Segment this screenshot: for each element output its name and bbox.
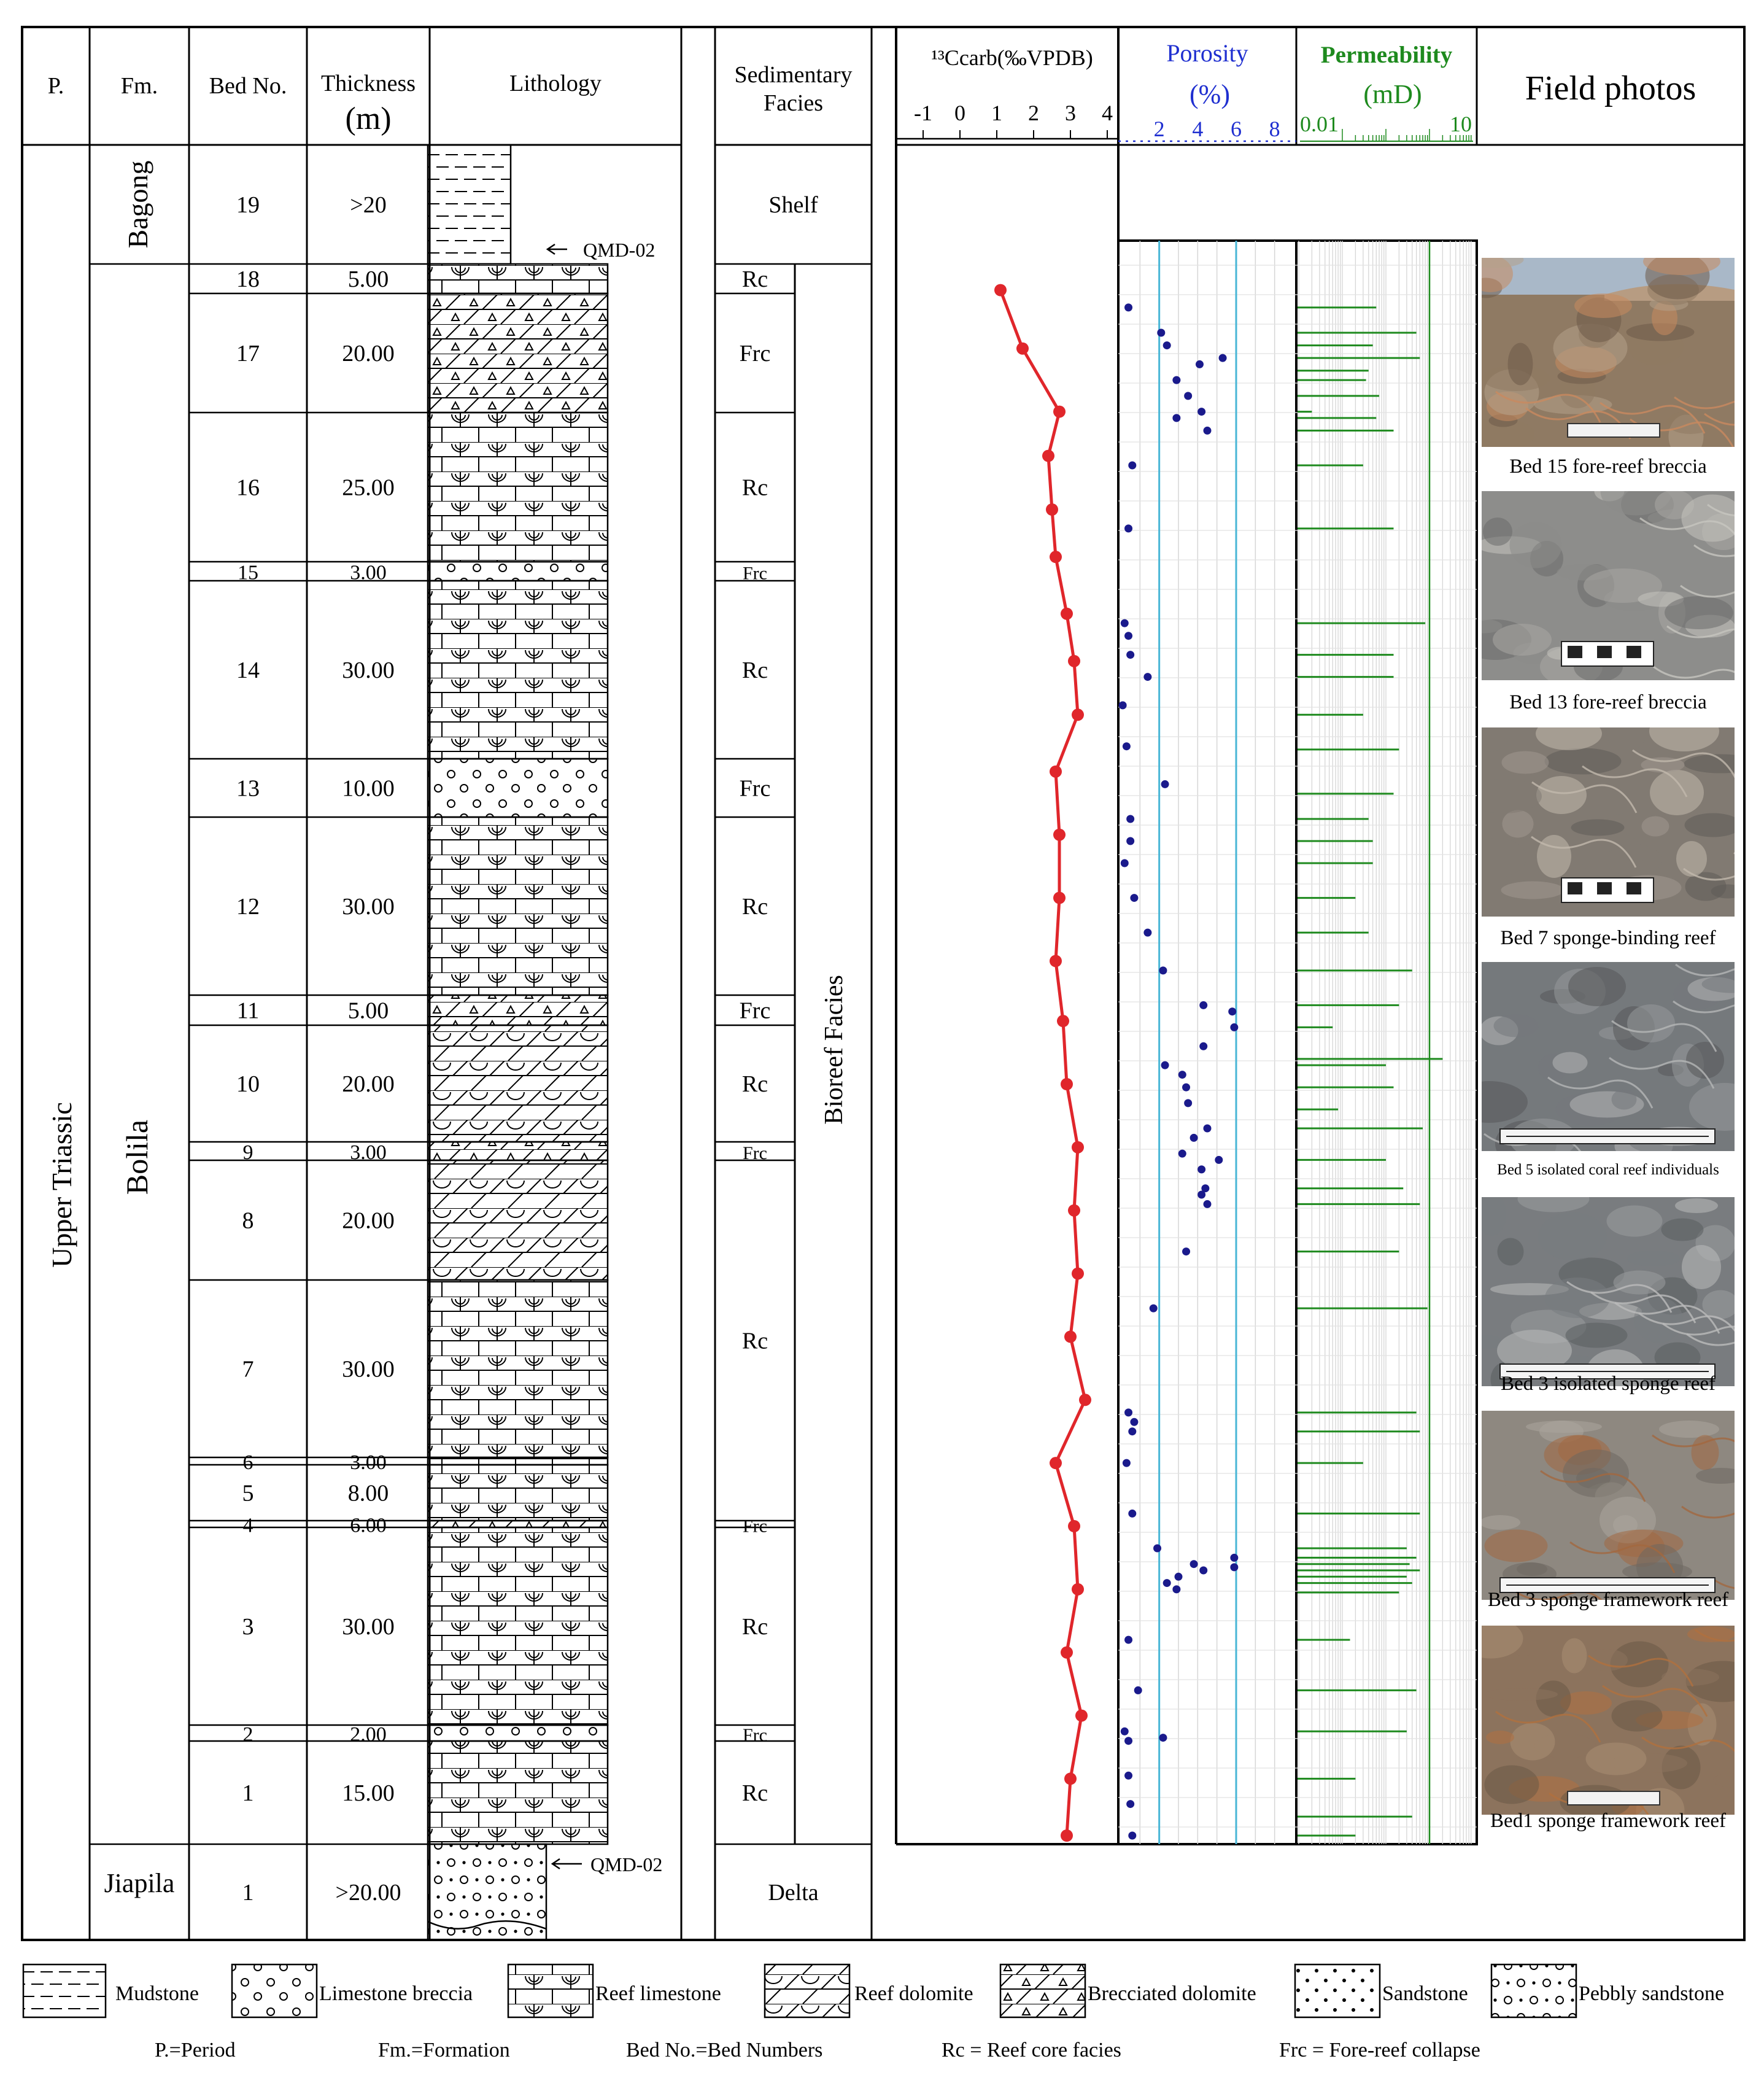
porosity-panel (1118, 117, 1296, 1844)
bed-thickness: 3.00 (350, 561, 387, 584)
porosity-tick-label: 6 (1231, 117, 1242, 141)
porosity-point (1199, 1001, 1207, 1009)
porosity-point (1184, 392, 1192, 400)
c13-point (1050, 955, 1062, 967)
porosity-point (1130, 1418, 1138, 1426)
facies-label-shelf: Shelf (768, 192, 818, 218)
c13-point (1057, 1015, 1069, 1027)
facies-label-frc: Frc (743, 1725, 767, 1745)
c13-point (1053, 829, 1066, 841)
header-period: P. (47, 73, 64, 99)
header-bed-no: Bed No. (209, 73, 287, 99)
facies-label-frc: Frc (743, 1143, 767, 1163)
legend-swatch-limestone-breccia (232, 1964, 317, 2017)
c13-tick-label: 0 (954, 101, 965, 125)
porosity-tick-label: 4 (1192, 117, 1204, 141)
formation-name-jiapila: Jiapila (104, 1868, 175, 1898)
bed-number: 15 (238, 561, 258, 584)
porosity-point (1199, 1042, 1207, 1050)
c13-point (1053, 892, 1066, 904)
porosity-point (1197, 1191, 1205, 1199)
c13-point (1061, 1078, 1073, 1090)
porosity-point (1219, 354, 1227, 362)
porosity-point (1159, 1734, 1167, 1742)
facies-label-rc: Rc (741, 1071, 768, 1097)
bed-thickness: 6.00 (350, 1514, 387, 1537)
bed-number: 8 (242, 1208, 254, 1234)
permeability-panel (1296, 112, 1477, 1844)
header-thickness: Thickness (320, 71, 416, 96)
porosity-point (1172, 414, 1180, 422)
legend-label: Mudstone (115, 1982, 199, 2005)
facies-label-delta: Delta (768, 1880, 819, 1906)
header-permeability-unit: (mD) (1363, 79, 1422, 109)
facies-label-frc: Frc (743, 1516, 767, 1537)
bed-thickness: 2.00 (350, 1723, 387, 1746)
field-photo-caption: Bed 3 isolated sponge reef (1500, 1373, 1716, 1395)
porosity-point (1124, 303, 1132, 311)
porosity-point (1121, 859, 1129, 867)
facies-label-frc: Frc (739, 998, 771, 1024)
porosity-point (1175, 1573, 1183, 1581)
bioreef-facies-label: Bioreef Facies (820, 975, 848, 1125)
bed-thickness: 25.00 (342, 475, 395, 501)
c13-point (1050, 1457, 1062, 1469)
porosity-point (1126, 837, 1134, 845)
porosity-point (1204, 427, 1212, 435)
c13-point (1068, 1204, 1080, 1217)
porosity-point (1172, 1585, 1180, 1593)
field-photo-image (1482, 1197, 1735, 1386)
porosity-point (1196, 360, 1204, 368)
c13-point (1046, 503, 1058, 516)
facies-label-rc: Rc (741, 894, 768, 920)
period-label: Upper Triassic (46, 1102, 77, 1268)
legend-swatch-sandstone (1295, 1964, 1380, 2017)
c13-point (1072, 1268, 1084, 1280)
lithology-bed-limestone-breccia (428, 759, 608, 817)
bed-thickness: 5.00 (347, 998, 389, 1024)
porosity-point (1228, 1007, 1236, 1015)
field-photo (1482, 1626, 1735, 1815)
lithology-bed-pebbly-sandstone (428, 1844, 546, 1940)
bed-thickness: 3.00 (350, 1451, 387, 1474)
porosity-point (1124, 1408, 1132, 1416)
porosity-point (1153, 1545, 1161, 1553)
sample-label: QMD-02 (590, 1853, 663, 1875)
porosity-point (1172, 376, 1180, 384)
formation-name-bolila: Bolila (120, 1119, 154, 1195)
field-photo-caption: Bed 5 isolated coral reef individuals (1497, 1162, 1719, 1178)
porosity-point (1182, 1084, 1190, 1092)
legend-swatch-mudstone (23, 1964, 106, 2017)
lithology-bed-reef-limestone (428, 1465, 608, 1521)
field-photo (1482, 258, 1735, 447)
porosity-point (1126, 651, 1134, 659)
field-photo (1482, 727, 1735, 917)
header-field-photos: Field photos (1525, 69, 1696, 107)
sample-label: QMD-02 (583, 239, 656, 261)
porosity-point (1150, 1305, 1158, 1313)
c13-point (1053, 406, 1066, 418)
abbreviation-note: Bed No.=Bed Numbers (626, 2039, 823, 2061)
porosity-point (1143, 673, 1151, 681)
porosity-point (1128, 1427, 1136, 1435)
c13-tick-label: -1 (914, 101, 932, 125)
porosity-point (1204, 1200, 1212, 1208)
porosity-point (1159, 966, 1167, 974)
legend (23, 1964, 1724, 2061)
porosity-point (1119, 701, 1127, 709)
header-porosity: Porosity (1166, 39, 1248, 67)
porosity-point (1128, 1510, 1136, 1518)
field-photo-caption: Bed 15 fore-reef breccia (1509, 456, 1707, 478)
porosity-point (1204, 1125, 1212, 1133)
lithology-bed-reef-limestone (428, 264, 608, 293)
porosity-point (1199, 1567, 1207, 1575)
porosity-point (1121, 619, 1129, 627)
c13-point (994, 284, 1007, 297)
bed-number: 9 (242, 1141, 253, 1164)
field-photo-caption: Bed 3 sponge framework reef (1487, 1589, 1729, 1611)
bed-number: 14 (236, 657, 260, 683)
porosity-point (1126, 815, 1134, 823)
lithology-bed-reef-dolomite (428, 1025, 608, 1142)
c13-point (1061, 1829, 1073, 1842)
porosity-point (1184, 1099, 1192, 1107)
lithology-bed-brecciated-dolomite (428, 995, 608, 1025)
bed-number: 2 (242, 1723, 253, 1746)
bed-thickness: 15.00 (342, 1780, 395, 1806)
porosity-point (1163, 1579, 1171, 1587)
porosity-point (1230, 1023, 1238, 1031)
porosity-tick-label: 8 (1269, 117, 1280, 141)
bed-thickness: 20.00 (342, 1208, 395, 1234)
sample-arrow (547, 244, 567, 254)
lithology-column (428, 145, 608, 1940)
porosity-point (1143, 929, 1151, 937)
porosity-point (1161, 780, 1169, 788)
bed-thickness: 30.00 (342, 894, 395, 920)
bed-number: 16 (236, 475, 260, 501)
lithology-bed-reef-limestone (428, 413, 608, 562)
abbreviation-note: P.=Period (155, 2039, 236, 2061)
header-facies: Sedimentary (734, 62, 853, 88)
porosity-point (1124, 632, 1132, 640)
bed-number: 13 (236, 775, 260, 802)
porosity-point (1182, 1247, 1190, 1255)
porosity-point (1190, 1560, 1198, 1568)
porosity-point (1134, 1686, 1142, 1694)
facies-label-frc: Frc (739, 775, 771, 802)
porosity-point (1124, 1772, 1132, 1780)
c13-point (1050, 766, 1062, 778)
facies-label-rc: Rc (741, 1614, 768, 1640)
porosity-point (1197, 408, 1205, 416)
bed-number: 5 (242, 1480, 254, 1507)
facies-label-frc: Frc (739, 341, 771, 367)
porosity-point (1215, 1156, 1223, 1164)
c13-point (1064, 1330, 1077, 1343)
c13-point (1042, 450, 1054, 462)
porosity-point (1123, 1459, 1131, 1467)
lithology-bed-mudstone (428, 145, 511, 264)
porosity-point (1178, 1071, 1186, 1079)
porosity-point (1178, 1150, 1186, 1158)
field-photo (1482, 1411, 1735, 1600)
c13-point (1068, 655, 1080, 667)
bed-thickness: 5.00 (347, 266, 389, 292)
bed-thickness: 3.00 (350, 1141, 387, 1164)
abbreviation-note: Rc = Reef core facies (942, 2039, 1121, 2061)
c13-tick-label: 2 (1028, 101, 1039, 125)
lithology-bed-brecciated-dolomite (428, 1521, 608, 1527)
bed-thickness: 30.00 (342, 657, 395, 683)
field-photo-image (1482, 258, 1735, 447)
bed-number: 3 (242, 1614, 254, 1640)
legend-swatch-brecciated-dolomite (1000, 1964, 1085, 2017)
c13-tick-label: 4 (1102, 101, 1113, 125)
legend-label: Pebbly sandstone (1579, 1982, 1725, 2005)
formation-name-bagong: Bagong (122, 160, 153, 249)
bed-number: 1 (242, 1880, 254, 1906)
legend-label: Reef dolomite (854, 1982, 973, 2005)
lithology-bed-brecciated-dolomite (428, 1142, 608, 1160)
bed-number: 1 (242, 1780, 254, 1806)
c13-tick-label: 1 (991, 101, 1002, 125)
porosity-point (1130, 894, 1138, 902)
c13-point (1061, 608, 1073, 620)
field-photo (1482, 962, 1735, 1151)
facies-column (715, 192, 872, 1906)
field-photo-image (1482, 962, 1735, 1151)
c13-point (1072, 708, 1084, 721)
abbreviation-note: Frc = Fore-reef collapse (1279, 2039, 1480, 2061)
lithology-bed-reef-limestone (428, 1741, 608, 1844)
field-photo-caption: Bed 13 fore-reef breccia (1509, 691, 1707, 713)
c13-tick-label: 3 (1065, 101, 1076, 125)
c13-point (1075, 1710, 1088, 1722)
lithology-bed-limestone-breccia (428, 1725, 608, 1741)
porosity-tick-label: 2 (1153, 117, 1165, 141)
header-thickness-unit: (m) (345, 101, 392, 136)
legend-label: Reef limestone (595, 1982, 721, 2005)
header-porosity-unit: (%) (1190, 79, 1230, 109)
porosity-point (1128, 462, 1136, 470)
legend-label: Sandstone (1382, 1982, 1468, 2005)
field-photo-image (1482, 1411, 1735, 1600)
porosity-point (1123, 742, 1131, 750)
bed-thickness: 20.00 (342, 341, 395, 367)
bed-thickness: >20 (350, 192, 387, 218)
field-photo (1482, 491, 1735, 680)
c13-point (1050, 551, 1062, 563)
bed-thickness: 8.00 (347, 1480, 389, 1507)
header-lithology: Lithology (509, 71, 602, 96)
porosity-point (1124, 524, 1132, 532)
bed-number: 18 (236, 266, 260, 292)
porosity-point (1163, 341, 1171, 349)
bed-number: 6 (242, 1451, 253, 1474)
field-photo-caption: Bed1 sponge framework reef (1490, 1810, 1726, 1832)
lithology-bed-reef-dolomite (428, 1160, 608, 1280)
porosity-point (1124, 1636, 1132, 1644)
bed-number: 17 (236, 341, 260, 367)
porosity-point (1190, 1134, 1198, 1142)
abbreviation-note: Fm.=Formation (378, 2039, 510, 2061)
header-facies: Facies (763, 90, 824, 116)
field-photo (1482, 1197, 1735, 1386)
bed-number: 10 (236, 1071, 260, 1097)
facies-label-rc: Rc (741, 1328, 768, 1354)
c13-point (1061, 1646, 1073, 1659)
bed-thickness: 20.00 (342, 1071, 395, 1097)
c13-point (1016, 343, 1029, 355)
header-permeability: Permeability (1320, 42, 1453, 68)
c13-panel (896, 101, 1118, 1842)
c13-point (1072, 1141, 1084, 1154)
lithology-bed-brecciated-dolomite (428, 293, 608, 413)
lithology-bed-reef-limestone (428, 817, 608, 995)
header-c13: ¹³Ccarb(‰VPDB) (931, 45, 1093, 70)
porosity-point (1157, 329, 1165, 337)
porosity-point (1121, 1728, 1129, 1736)
porosity-point (1161, 1061, 1169, 1069)
facies-label-rc: Rc (741, 475, 768, 501)
porosity-point (1230, 1563, 1238, 1571)
lithology-bed-reef-limestone (428, 581, 608, 759)
c13-curve (1000, 290, 1085, 1836)
legend-label: Brecciated dolomite (1088, 1982, 1256, 2005)
lithology-bed-reef-limestone (428, 1280, 608, 1457)
facies-label-frc: Frc (743, 563, 767, 584)
legend-swatch-reef-limestone (508, 1964, 593, 2017)
c13-point (1068, 1520, 1080, 1532)
porosity-point (1197, 1165, 1205, 1173)
legend-swatch-reef-dolomite (765, 1964, 849, 2017)
legend-swatch-pebbly-sandstone (1491, 1964, 1576, 2017)
lithology-bed-reef-limestone (428, 1457, 608, 1465)
c13-point (1064, 1772, 1077, 1785)
porosity-point (1230, 1554, 1238, 1562)
permeability-tick-label: 0.01 (1300, 112, 1339, 136)
bed-number: 12 (236, 894, 260, 920)
c13-point (1079, 1394, 1091, 1406)
facies-label-rc: Rc (741, 1780, 768, 1806)
lithology-bed-limestone-breccia (428, 562, 608, 581)
header-formation: Fm. (120, 73, 158, 99)
facies-label-rc: Rc (741, 266, 768, 292)
bed-thickness: 10.00 (342, 775, 395, 802)
permeability-tick-label: 10 (1450, 112, 1472, 136)
sample-arrow (552, 1859, 582, 1869)
bed-number: 7 (242, 1356, 254, 1383)
legend-label: Limestone breccia (319, 1982, 473, 2005)
bed-thickness: >20.00 (335, 1880, 401, 1906)
facies-label-rc: Rc (741, 657, 768, 683)
porosity-point (1126, 1800, 1134, 1808)
field-photo-image (1482, 727, 1735, 917)
lithology-bed-reef-limestone (428, 1527, 608, 1725)
field-photo-image (1482, 1626, 1735, 1815)
field-photo-image (1482, 491, 1735, 680)
porosity-point (1128, 1832, 1136, 1840)
porosity-point (1124, 1737, 1132, 1745)
bed-number: 4 (242, 1514, 253, 1537)
field-photo-caption: Bed 7 sponge-binding reef (1500, 927, 1716, 949)
bed-thickness: 30.00 (342, 1614, 395, 1640)
bed-number: 11 (236, 998, 260, 1024)
c13-point (1072, 1583, 1084, 1596)
bed-number: 19 (236, 192, 260, 218)
bed-thickness: 30.00 (342, 1356, 395, 1383)
